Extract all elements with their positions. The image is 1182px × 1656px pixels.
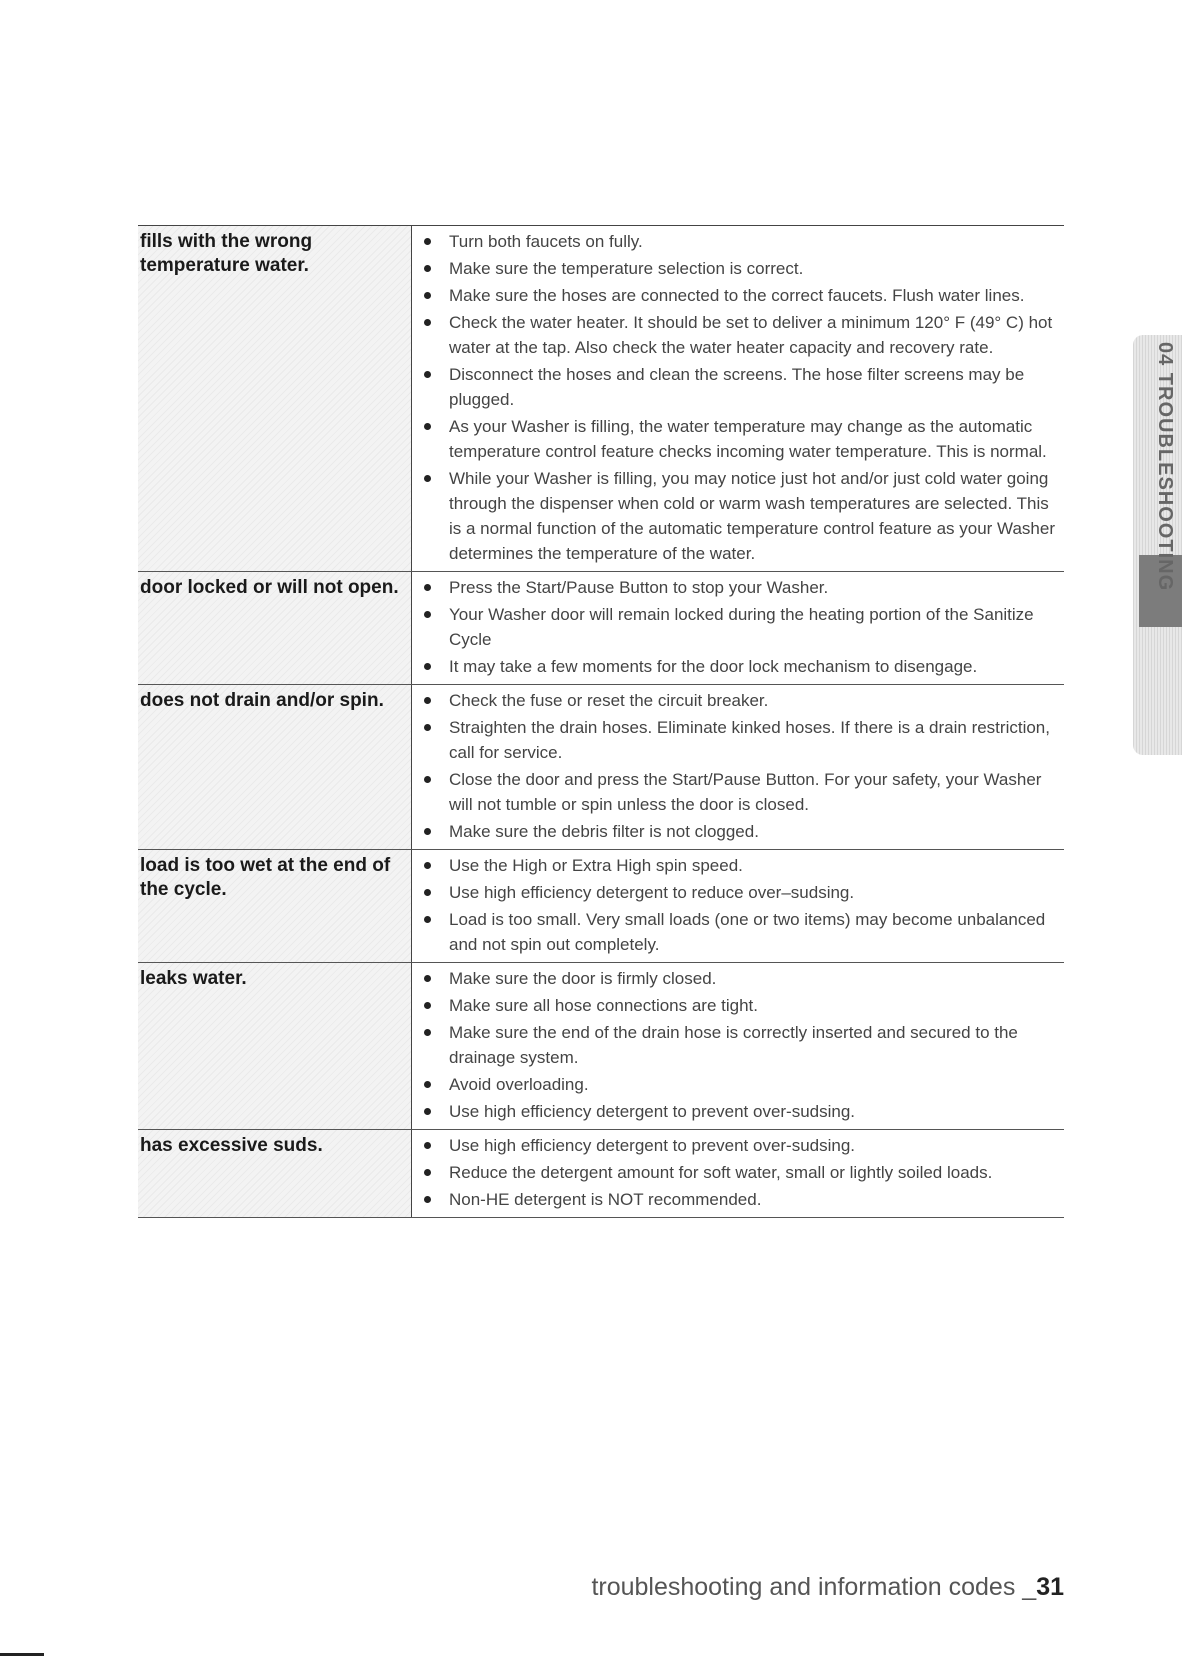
bullet-icon — [424, 1081, 431, 1088]
solution-text: Straighten the drain hoses. Eliminate kinked hoses. If there is a drain restriction, call for service. — [449, 718, 1050, 762]
solution-item — [412, 1133, 1064, 1158]
solution-item — [412, 880, 1064, 905]
solution-item — [412, 1072, 1064, 1097]
bullet-icon — [424, 1108, 431, 1115]
bullet-icon — [424, 265, 431, 272]
bullet-icon — [424, 663, 431, 670]
side-tab-label: 04 TROUBLESHOOTING — [1154, 342, 1176, 592]
solution-item — [412, 575, 1064, 600]
solution-item — [412, 767, 1064, 817]
solution-text: Your Washer door will remain locked during the heating portion of the Sanitize Cycle — [449, 605, 1034, 649]
solution-text: Use high efficiency detergent to prevent over-sudsing. — [449, 1136, 856, 1155]
bullet-icon — [424, 319, 431, 326]
solution-list — [412, 963, 1064, 1129]
solution-item — [412, 1187, 1064, 1212]
bullet-icon — [424, 697, 431, 704]
bullet-icon — [424, 1029, 431, 1036]
solution-item — [412, 1160, 1064, 1185]
solution-text: Reduce the detergent amount for soft water, small or lightly soiled loads. — [449, 1163, 993, 1182]
table-row — [138, 850, 1064, 963]
bullet-icon — [424, 1142, 431, 1149]
bullet-icon — [424, 975, 431, 982]
solution-item — [412, 310, 1064, 360]
solution-item — [412, 602, 1064, 652]
troubleshooting-table — [138, 225, 1064, 1218]
table-row — [138, 963, 1064, 1130]
solution-item — [412, 362, 1064, 412]
solution-text: Load is too small. Very small loads (one or two items) may become unbalanced and not spin out completely. — [449, 910, 1046, 954]
table-row — [138, 685, 1064, 850]
solution-text: Close the door and press the Start/Pause Button. For your safety, your Washer will not tumble or spin unless the door is closed. — [449, 770, 1042, 814]
table-row — [138, 1130, 1064, 1218]
problem-label: has excessive suds. — [138, 1130, 412, 1217]
solution-item — [412, 466, 1064, 566]
footer-text: troubleshooting and information codes _ — [591, 1573, 1037, 1601]
solution-list — [412, 226, 1064, 571]
solution-text: Make sure the temperature selection is correct. — [449, 259, 804, 278]
solution-text: Check the fuse or reset the circuit breaker. — [449, 691, 769, 710]
table-row — [138, 572, 1064, 685]
solution-item — [412, 1020, 1064, 1070]
solution-text: Turn both faucets on fully. — [449, 232, 643, 251]
solution-text: Non-HE detergent is NOT recommended. — [449, 1190, 762, 1209]
solution-list — [412, 850, 1064, 962]
page-footer — [591, 1573, 1064, 1602]
solution-text: As your Washer is filling, the water temperature may change as the automatic temperature control feature checks incoming water temperature. This is normal. — [449, 417, 1047, 461]
solution-list — [412, 1130, 1064, 1217]
solution-item — [412, 256, 1064, 281]
solution-text: Avoid overloading. — [449, 1075, 589, 1094]
bullet-icon — [424, 423, 431, 430]
solution-item — [412, 819, 1064, 844]
solution-text: Make sure the end of the drain hose is correctly inserted and secured to the drainage system. — [449, 1023, 1018, 1067]
solution-text: Make sure the hoses are connected to the correct faucets. Flush water lines. — [449, 286, 1025, 305]
bullet-icon — [424, 371, 431, 378]
solution-item — [412, 688, 1064, 713]
bullet-icon — [424, 1169, 431, 1176]
solution-text: Press the Start/Pause Button to stop your Washer. — [449, 578, 829, 597]
solution-item — [412, 715, 1064, 765]
bullet-icon — [424, 889, 431, 896]
bullet-icon — [424, 724, 431, 731]
solution-text: Make sure the debris filter is not clogged. — [449, 822, 759, 841]
solution-item — [412, 414, 1064, 464]
bullet-icon — [424, 916, 431, 923]
solution-item — [412, 283, 1064, 308]
problem-label: leaks water. — [138, 963, 412, 1129]
solution-text: Use high efficiency detergent to reduce over–sudsing. — [449, 883, 855, 902]
bullet-icon — [424, 1002, 431, 1009]
solution-text: Use high efficiency detergent to prevent over-sudsing. — [449, 1102, 856, 1121]
solution-item — [412, 966, 1064, 991]
solution-item — [412, 654, 1064, 679]
bullet-icon — [424, 475, 431, 482]
solution-item — [412, 229, 1064, 254]
problem-label: door locked or will not open. — [138, 572, 412, 684]
bullet-icon — [424, 292, 431, 299]
bullet-icon — [424, 828, 431, 835]
bullet-icon — [424, 238, 431, 245]
solution-item — [412, 853, 1064, 878]
bullet-icon — [424, 584, 431, 591]
problem-label: fills with the wrong temperature water. — [138, 226, 412, 571]
bullet-icon — [424, 611, 431, 618]
solution-text: Make sure all hose connections are tight. — [449, 996, 759, 1015]
table-row — [138, 226, 1064, 572]
solution-text: Make sure the door is firmly closed. — [449, 969, 717, 988]
solution-text: Check the water heater. It should be set to deliver a minimum 120° F (49° C) hot water at the tap. Also check the water heater capacity and recovery rate. — [449, 313, 1053, 357]
solution-text: Disconnect the hoses and clean the screens. The hose filter screens may be plugged. — [449, 365, 1025, 409]
solution-list — [412, 572, 1064, 684]
solution-item — [412, 993, 1064, 1018]
solution-text: Use the High or Extra High spin speed. — [449, 856, 743, 875]
bullet-icon — [424, 862, 431, 869]
solution-text: It may take a few moments for the door lock mechanism to disengage. — [449, 657, 978, 676]
page-number: 31 — [1036, 1573, 1064, 1601]
problem-label: does not drain and/or spin. — [138, 685, 412, 849]
problem-label: load is too wet at the end of the cycle. — [138, 850, 412, 962]
bullet-icon — [424, 776, 431, 783]
solution-item — [412, 1099, 1064, 1124]
solution-item — [412, 907, 1064, 957]
solution-text: While your Washer is filling, you may notice just hot and/or just cold water going through the dispenser when cold or warm wash temperatures are selected. This is a normal function of the automatic temperature control feature as your Washer determines the temperature of the water. — [449, 469, 1055, 563]
solution-list — [412, 685, 1064, 849]
bullet-icon — [424, 1196, 431, 1203]
